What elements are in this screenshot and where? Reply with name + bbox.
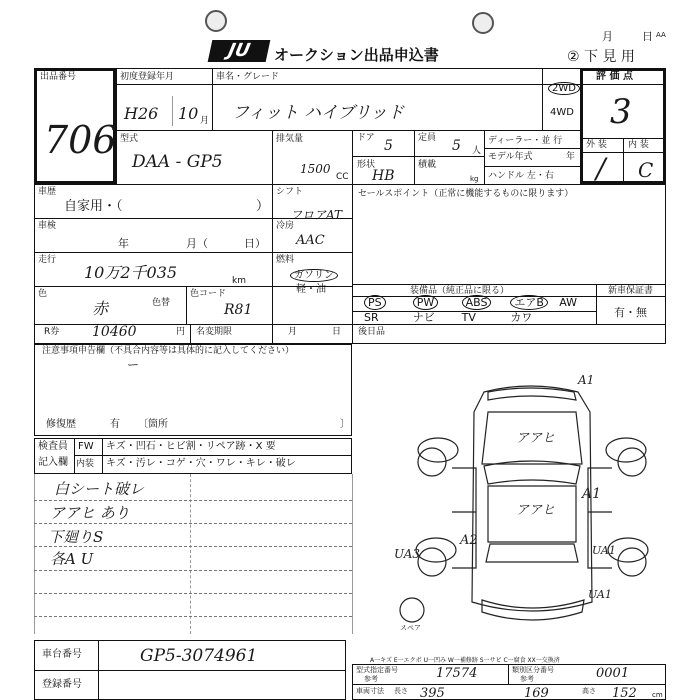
divider <box>116 130 580 131</box>
month-label: 月 <box>602 30 613 43</box>
inspector-label-2: 記入欄 <box>38 457 68 468</box>
equipment-item <box>510 313 532 323</box>
auction-logo <box>208 40 271 62</box>
diagram-mark-6: UA3 <box>394 547 421 561</box>
recycle-label: R券 <box>44 327 60 337</box>
vehicle-size-height-label: 高さ <box>582 687 596 695</box>
first-registration-label: 初度登録年月 <box>120 72 175 82</box>
divider <box>172 96 173 126</box>
divider <box>102 438 103 474</box>
model-label: 型式 <box>120 134 139 144</box>
displacement-value: 1500 <box>300 162 331 176</box>
mileage-unit: km <box>232 276 246 286</box>
model-year-unit: 年 <box>566 152 576 162</box>
cooler-value: AAC <box>296 233 325 248</box>
divider <box>484 130 485 184</box>
equipment-item-text: エアB <box>510 295 548 310</box>
doors-label: ドア <box>357 133 375 143</box>
divider <box>34 184 666 185</box>
damage-legend: A一キズ E一エクボ U一凹み W一補修跡 S一サビ C一腐食 XX一交換済 <box>370 657 560 664</box>
diagram-mark-1: A1 <box>578 373 595 387</box>
history-close: ） <box>256 199 270 214</box>
divider <box>190 324 191 344</box>
recycle-value: 10460 <box>92 324 137 340</box>
divider <box>352 156 484 157</box>
divider <box>34 474 35 634</box>
vehicle-size-length-label: 長さ <box>394 687 408 695</box>
divider <box>484 166 580 167</box>
day-label: 日 <box>642 30 653 43</box>
rating-value: 3 <box>610 92 632 132</box>
equipment-item-text: TV <box>461 311 476 324</box>
shift-value: フロアAT <box>290 208 343 222</box>
inspector-inner: 内装 <box>76 459 95 469</box>
vehicle-size-height: 152 <box>612 686 637 700</box>
punch-hole-right <box>472 12 494 34</box>
divider <box>74 455 352 456</box>
vehicle-size-width: 169 <box>524 686 549 700</box>
divider <box>34 570 352 571</box>
divider <box>580 84 666 85</box>
mileage-value: 10万2千035 <box>84 263 178 282</box>
car-damage-diagram <box>392 372 672 644</box>
shift-label: シフト <box>276 187 304 197</box>
divider <box>116 68 117 184</box>
logo-text: JU <box>226 40 252 61</box>
divider <box>34 252 352 253</box>
chassis-label: 車台番号 <box>42 649 82 660</box>
rating-int-value: C <box>638 158 654 182</box>
day-suffix: AA <box>656 31 666 39</box>
handwritten-note-3: 下廻りS <box>48 528 104 546</box>
equipment-item-text: PS <box>364 295 386 310</box>
color-value: 赤 <box>92 299 109 318</box>
repair-label: 修復歴 <box>46 419 76 430</box>
inspection-year: 年 <box>118 237 129 250</box>
chassis-value: GP5-3074961 <box>140 646 258 666</box>
category-number-value: 0001 <box>596 666 630 681</box>
inspection-day: 日） <box>244 237 266 250</box>
category-number-label: 類別区分番号 <box>512 666 554 674</box>
repair-has: 有 <box>110 419 120 430</box>
repair-place: 〔箇所 <box>138 419 168 430</box>
inspection-month: 月（ <box>186 237 208 250</box>
divider <box>352 184 353 344</box>
expiry-label: 名変期限 <box>196 327 233 337</box>
punch-hole-left <box>205 10 227 32</box>
spare-label: スペア <box>400 624 421 632</box>
divider <box>596 284 597 324</box>
equipment-item <box>462 313 476 323</box>
divider <box>352 130 353 184</box>
diagram-mark-8: UA1 <box>588 588 612 601</box>
notes-box <box>34 344 352 436</box>
diagram-mark-3: A1 <box>582 486 602 502</box>
lot-value: 706 <box>44 118 117 162</box>
rating-ext-label: 外 装 <box>586 140 607 150</box>
equipment-item-text: ABS <box>462 295 492 310</box>
lot-label: 出品番号 <box>40 72 77 82</box>
diagram-mark-4: アアヒ <box>516 503 556 518</box>
equipment-label: 装備品（純正品に限る） <box>410 286 510 296</box>
warranty-value: 有・無 <box>614 306 647 319</box>
divider <box>508 664 509 684</box>
fuel-value <box>290 266 338 281</box>
capacity-label: 定員 <box>418 133 437 143</box>
divider <box>580 152 666 153</box>
divider <box>74 438 75 474</box>
doors-value: 5 <box>384 138 393 154</box>
divider <box>414 130 415 184</box>
drive-2wd-circled: 2WD <box>548 82 580 95</box>
car-name-label: 車名・グレード <box>216 72 280 82</box>
history-value: 自家用・（ <box>64 199 123 214</box>
inspector-label-1: 検査員 <box>38 441 68 452</box>
diagram-mark-7: UA1 <box>592 544 616 557</box>
recycle-unit: 円 <box>176 327 186 337</box>
color-code-label: 色コード <box>190 289 227 299</box>
divider <box>34 286 352 287</box>
divider <box>212 68 213 130</box>
divider <box>34 670 346 671</box>
equipment-item <box>364 313 379 323</box>
history-label: 車歴 <box>38 187 57 197</box>
rating-label: 評 価 点 <box>596 71 633 82</box>
handwritten-note-2: アアヒ あり <box>50 504 130 522</box>
rating-ext-value: / <box>596 152 606 185</box>
inspection-label: 車検 <box>38 221 57 231</box>
expiry-day: 日 <box>332 327 342 337</box>
equipment-item-text: カワ <box>510 311 533 324</box>
divider <box>352 311 596 312</box>
divider <box>352 684 666 685</box>
drive-4wd: 4WD <box>550 107 574 118</box>
vehicle-size-unit: cm <box>652 691 663 699</box>
paint-change-label: 色替 <box>152 298 171 308</box>
divider <box>623 138 624 184</box>
divider <box>34 523 352 524</box>
divider <box>116 84 580 85</box>
equipment-item-text: PW <box>413 295 439 310</box>
equipment-item <box>510 298 548 308</box>
handwritten-note-1: 白シート破レ <box>54 480 145 498</box>
divider <box>352 474 353 634</box>
fuel-value-circled: ガソリン <box>290 269 338 282</box>
equipment-item <box>462 298 492 308</box>
divider <box>34 616 352 617</box>
form-title: オークション出品申込書 <box>274 46 439 64</box>
expiry-month: 月 <box>288 327 298 337</box>
equipment-item <box>413 298 439 308</box>
displacement-label: 排気量 <box>276 134 304 144</box>
handle-label: ハンドル 左・右 <box>488 171 554 181</box>
divider <box>542 68 543 130</box>
drive-2wd <box>548 84 580 94</box>
retrofit-label: 後日品 <box>358 327 386 337</box>
displacement-unit: CC <box>336 172 349 182</box>
equipment-item-text: SR <box>364 311 379 324</box>
inspector-fw: FW <box>78 441 94 452</box>
sales-point-label: セールスポイント（正常に機能するものに限ります） <box>358 189 574 199</box>
handwritten-note-4: 各A U <box>50 550 94 568</box>
cooler-label: 冷房 <box>276 221 295 231</box>
notes-label: 注意事項申告欄（不具合内容等は具体的に記入してください） <box>42 346 295 356</box>
divider <box>190 474 191 634</box>
shape-label: 形状 <box>357 160 376 170</box>
spec-number-value: 17574 <box>436 666 478 681</box>
category-number-ref: 参考 <box>520 675 534 683</box>
equipment-item <box>413 313 435 323</box>
spec-number-ref: 参考 <box>364 675 378 683</box>
dealer-parallel-label: ディーラー・並 行 <box>488 136 563 146</box>
equipment-item <box>364 298 386 308</box>
copy-label: ② 下 見 用 <box>567 49 635 65</box>
divider <box>352 284 666 285</box>
diagram-mark-5: A2 <box>460 533 478 548</box>
divider <box>272 130 273 344</box>
model-year-label: モデル年式 <box>488 152 533 162</box>
divider <box>34 218 352 219</box>
spec-number-label: 型式指定番号 <box>356 666 398 674</box>
load-unit: kg <box>470 175 479 183</box>
divider <box>34 500 352 501</box>
inspector-inner-line: キズ・汚レ・コゲ・穴・ワレ・キレ・破レ <box>106 458 296 469</box>
vehicle-size-label: 車両寸法 <box>356 687 384 695</box>
diagram-mark-2: アアヒ <box>516 431 556 446</box>
first-registration-era: H26 <box>124 104 159 123</box>
car-name-value: フィット ハイブリッド <box>232 103 405 123</box>
fuel-other: 軽・油 <box>296 284 326 295</box>
capacity-value: 5 <box>452 138 461 154</box>
registration-label: 登録番号 <box>42 679 82 690</box>
color-label: 色 <box>38 289 48 299</box>
equipment-item-text: AW <box>559 296 577 309</box>
month-unit: 月 <box>200 116 210 126</box>
shape-value: HB <box>372 168 395 184</box>
equipment-item <box>559 298 577 308</box>
mileage-label: 走行 <box>38 255 57 265</box>
divider <box>186 286 187 324</box>
notes-value: ー <box>126 358 139 372</box>
divider <box>484 148 580 149</box>
model-value: DAA - GP5 <box>132 152 223 172</box>
capacity-unit: 人 <box>472 146 482 156</box>
inspector-fw-line: キズ・凹石・ヒビ割・リペア跡・X 要 <box>106 441 276 452</box>
divider <box>34 593 352 594</box>
divider <box>352 296 666 297</box>
fuel-label: 燃料 <box>276 255 295 265</box>
color-code-value: R81 <box>224 302 253 318</box>
rating-int-label: 内 装 <box>628 140 649 150</box>
first-registration-month: 10 <box>178 104 199 123</box>
equipment-item-text: ナビ <box>412 311 435 324</box>
repair-close: 〕 <box>340 419 350 430</box>
load-label: 積載 <box>418 160 437 170</box>
warranty-label: 新車保証書 <box>608 286 654 296</box>
vehicle-size-length: 395 <box>420 686 445 700</box>
